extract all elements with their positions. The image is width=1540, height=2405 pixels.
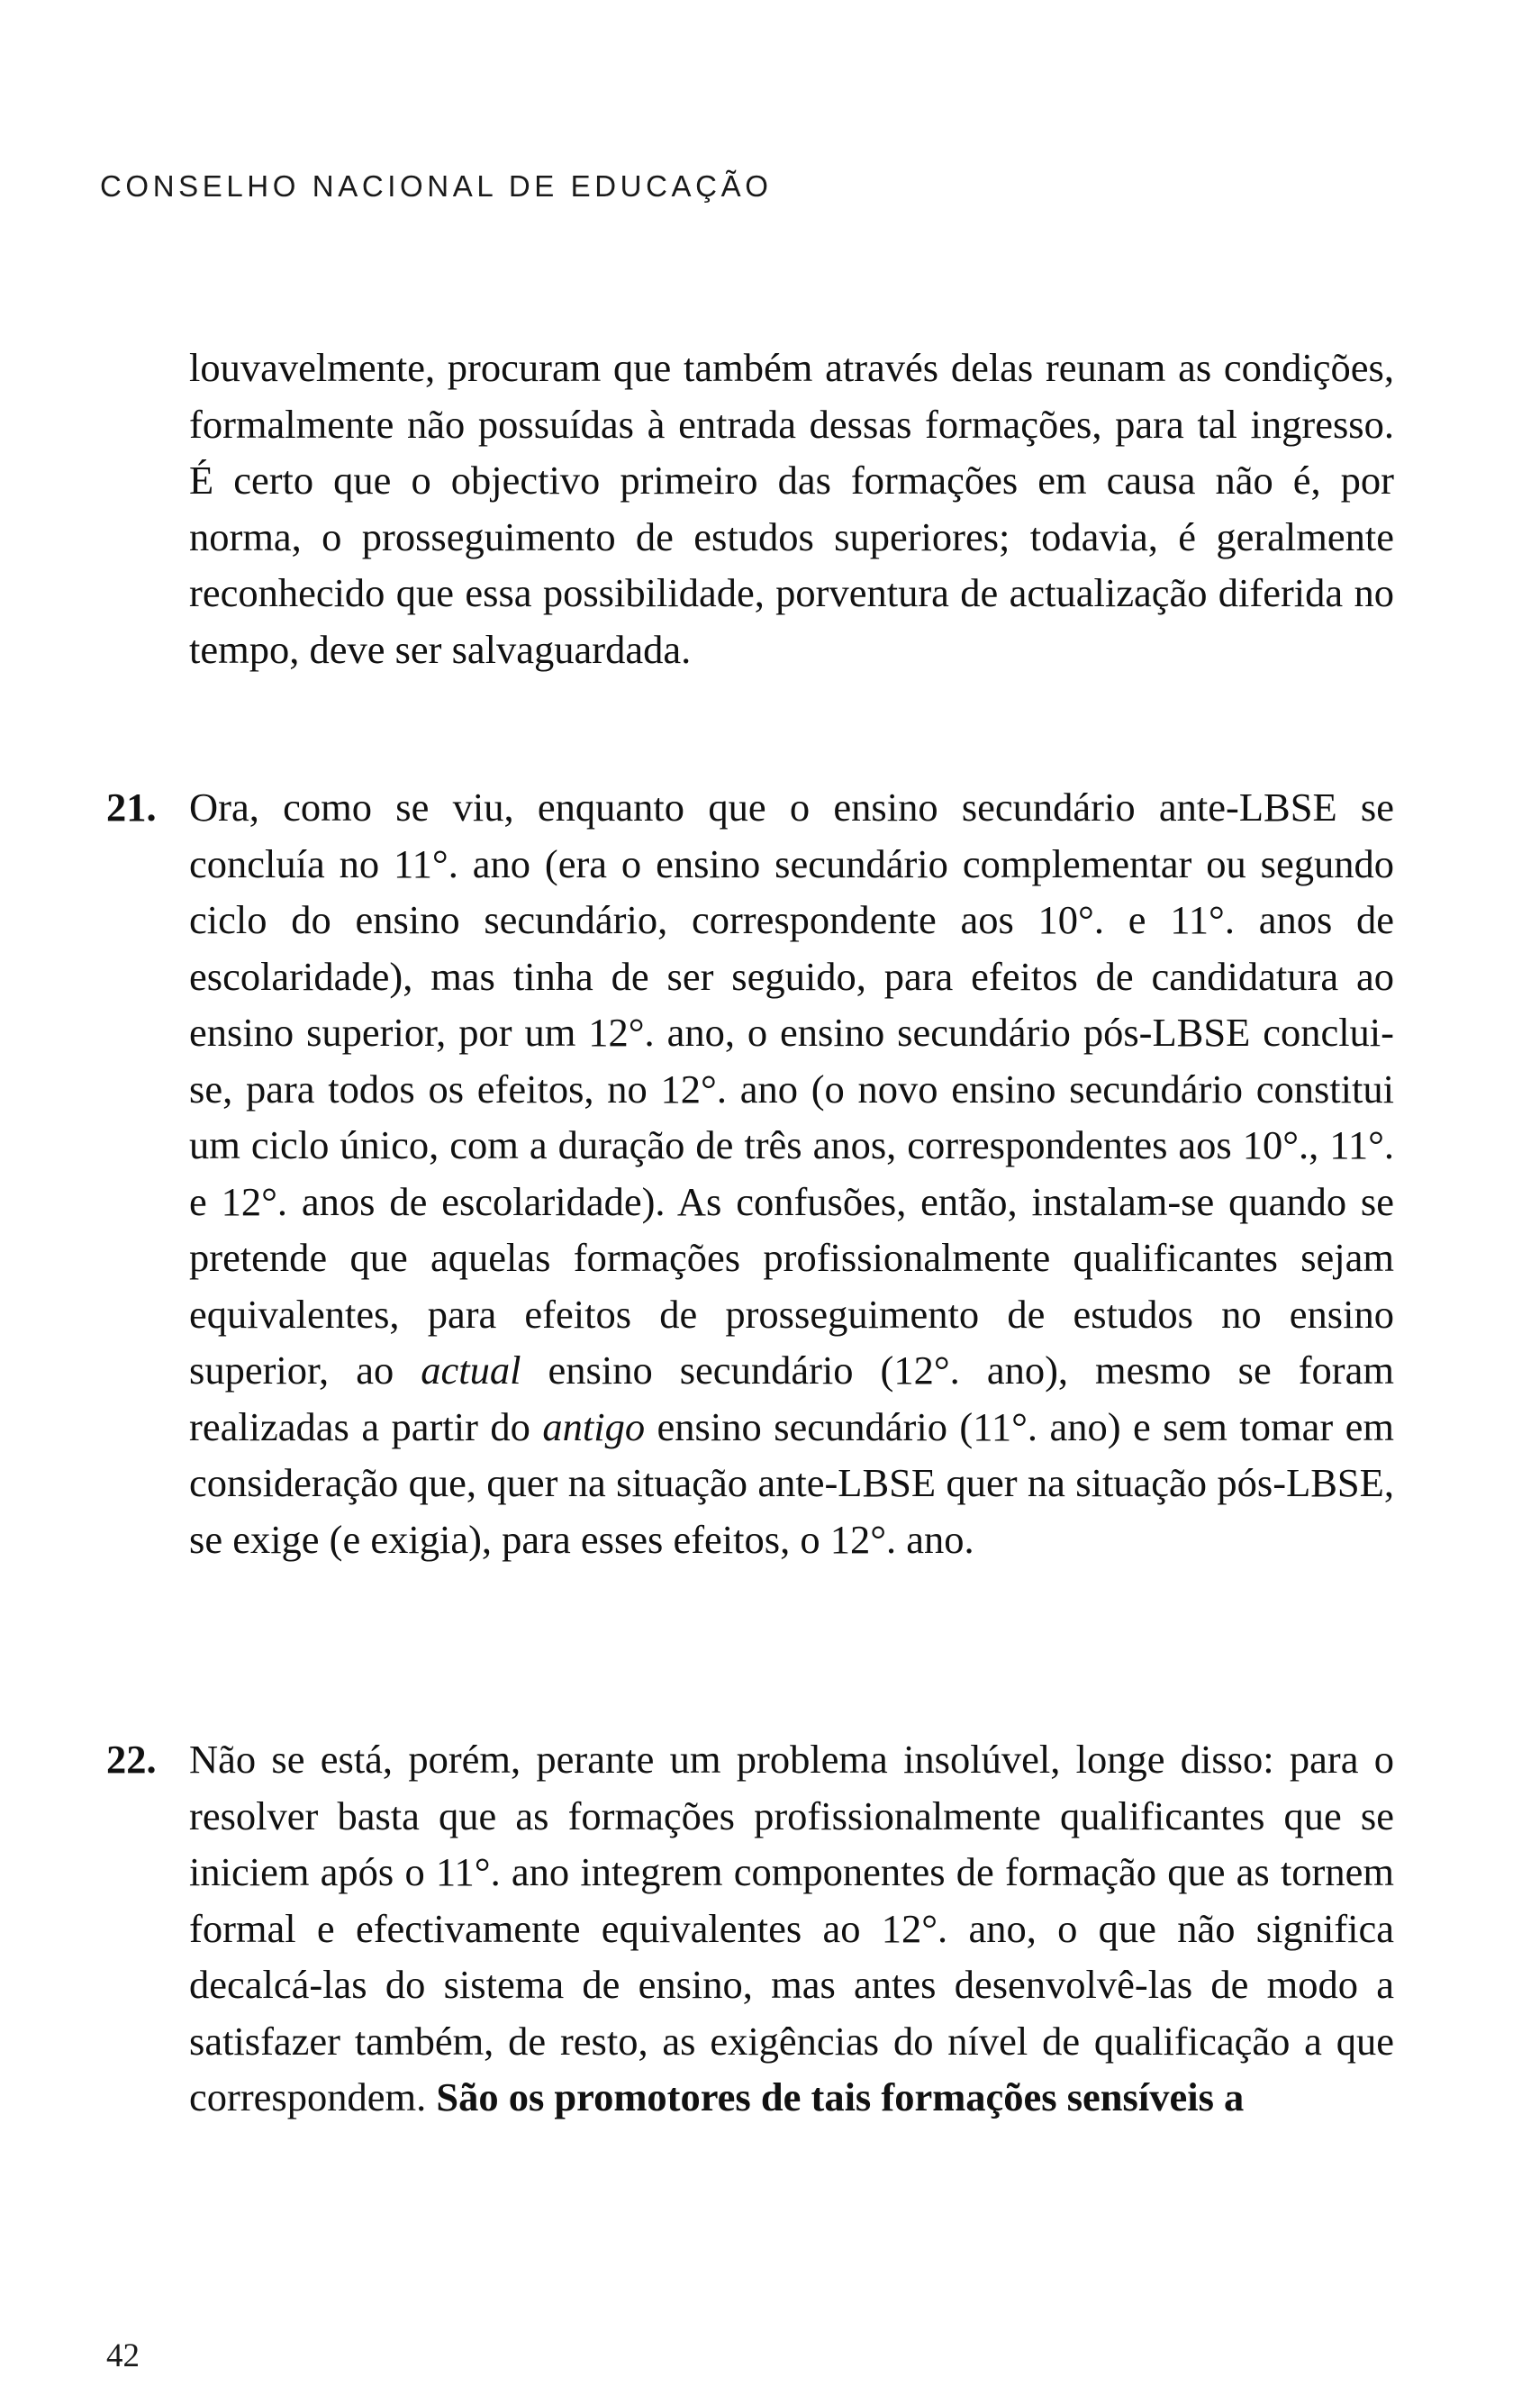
paragraph-21: [106, 779, 1394, 1567]
italic-term-antigo: antigo: [542, 1403, 646, 1449]
paragraph-continuation: [189, 340, 1394, 677]
paragraph-22: [106, 1731, 1394, 2126]
text-run: Ora, como se viu, enquanto que o ensino secundário ante-LBSE se concluía no 11°. ano (era o ensino secundário complementar ou segundo ciclo do ensino secundário, correspondente aos 10°. e 11°. anos de escolaridade), mas tinha de ser seguido, para efeitos de candidatura ao ensino superior, por um 12°. ano, o ensino secundário pós-LBSE conclui-se, para todos os efeitos, no 12°. ano (o novo ensino secundário constitui um ciclo único, com a duração de três anos, correspondentes aos 10°., 11°. e 12°. anos de escolaridade). As confusões, então, instalam-se quando se pretende que aquelas formações profissionalmente qualificantes sejam equivalentes, para efeitos de prosseguimento de estudos no ensino superior, ao: [189, 785, 1394, 1393]
running-head: CONSELHO NACIONAL DE EDUCAÇÃO: [100, 169, 773, 203]
bold-emphasis: São os promotores de tais formações sensíveis a: [436, 2074, 1245, 2119]
page-number: 42: [106, 2337, 140, 2374]
paragraph-text: [189, 779, 1394, 1567]
italic-term-actual: actual: [421, 1348, 521, 1393]
text-run: ensino secundário (12°. ano), mesmo se foram realizadas a partir do: [189, 1348, 1394, 1449]
paragraph-number: 22.: [106, 1737, 157, 1782]
paragraph-number: 21.: [106, 785, 157, 830]
paragraph-text: louvavelmente, procuram que também através delas reunam as condições, formalmente não possuídas à entrada dessas formações, para tal ingresso. É certo que o objectivo primeiro das formações em causa não é, por norma, o prosseguimento de estudos superiores; todavia, é geralmente reconhecido que essa possibilidade, porventura de actualização diferida no tempo, deve ser salvaguardada.: [189, 345, 1394, 672]
paragraph-text: [189, 1731, 1394, 2126]
text-run: ensino secundário (11°. ano) e sem tomar em consideração que, quer na situação ante-LBSE quer na situação pós-LBSE, se exige (e exigia), para esses efeitos, o 12°. ano.: [189, 1403, 1394, 1562]
text-run: Não se está, porém, perante um problema insolúvel, longe disso: para o resolver basta que as formações profissionalmente qualificantes que se iniciem após o 11°. ano integrem componentes de formação que as tornem formal e efectivamente equivalentes ao 12°. ano, o que não significa decalcá-las do sistema de ensino, mas antes desenvolvê-las de modo a satisfazer também, de resto, as exigências do nível de qualificação a que correspondem.: [189, 1737, 1394, 2119]
